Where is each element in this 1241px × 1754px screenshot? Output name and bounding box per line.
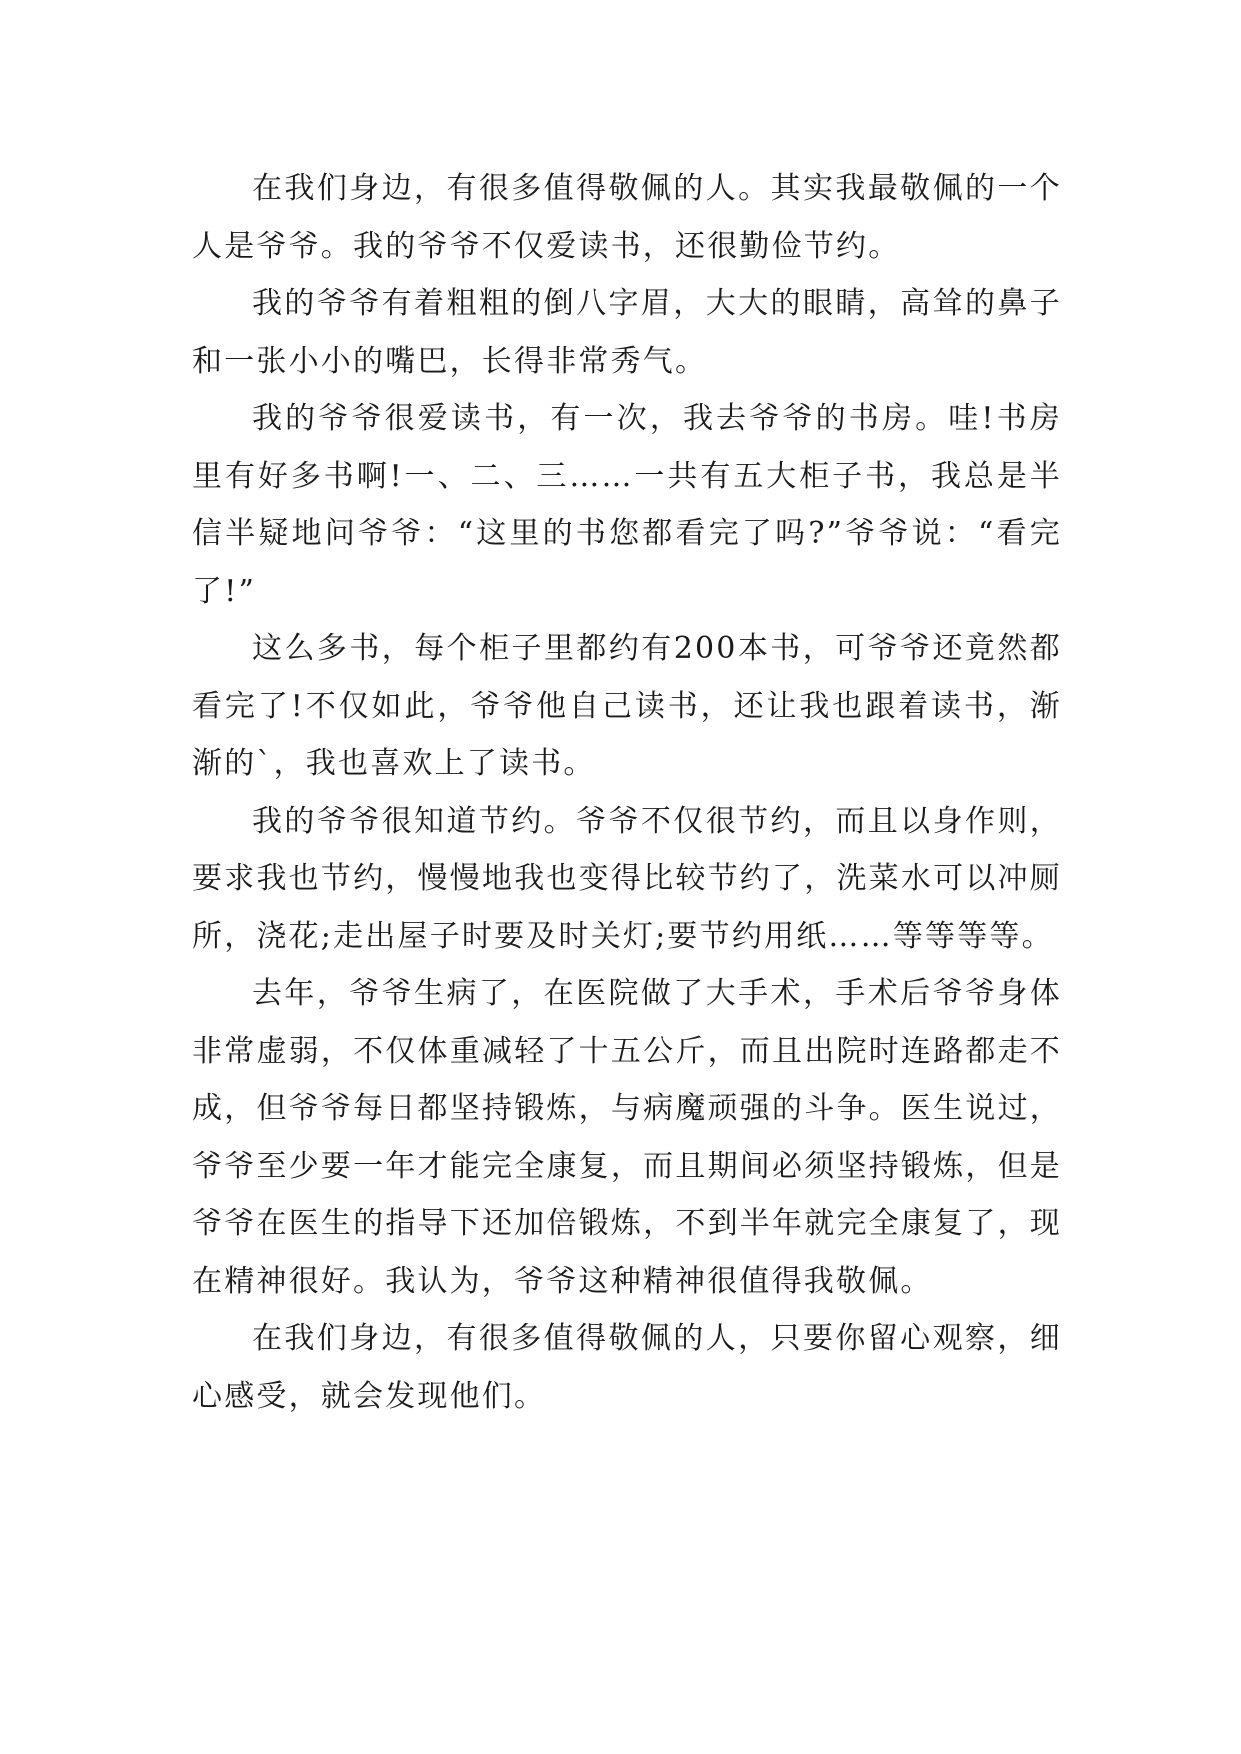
paragraph-4: 这么多书，每个柜子里都约有200本书，可爷爷还竟然都看完了!不仅如此，爷爷他自己读书，还让我也跟着读书，渐渐的`，我也喜欢上了读书。 — [192, 631, 1062, 781]
essay-body — [192, 160, 1062, 1425]
paragraph-6: 去年，爷爷生病了，在医院做了大手术，手术后爷爷身体非常虚弱，不仅体重减轻了十五公斤，而且出院时连路都走不成，但爷爷每日都坚持锻炼，与病魔顽强的斗争。医生说过，爷爷至少要一年才能完全康复，而且期间必须坚持锻炼，但是爷爷在医生的指导下还加倍锻炼，不到半年就完全康复了，现在精神很好。我认为，爷爷这种精神很值得我敬佩。 — [192, 976, 1062, 1299]
paragraph-7: 在我们身边，有很多值得敬佩的人，只要你留心观察，细心感受，就会发现他们。 — [192, 1321, 1062, 1414]
paragraph-5: 我的爷爷很知道节约。爷爷不仅很节约，而且以身作则，要求我也节约，慢慢地我也变得比较节约了，洗菜水可以冲厕所，浇花;走出屋子时要及时关灯;要节约用纸……等等等等。 — [192, 803, 1062, 954]
paragraph-1: 在我们身边，有很多值得敬佩的人。其实我最敬佩的一个人是爷爷。我的爷爷不仅爱读书，还很勤俭节约。 — [192, 171, 1062, 264]
paragraph-2: 我的爷爷有着粗粗的倒八字眉，大大的眼睛，高耸的鼻子和一张小小的嘴巴，长得非常秀气。 — [192, 286, 1062, 379]
paragraph-3: 我的爷爷很爱读书，有一次，我去爷爷的书房。哇!书房里有好多书啊!一、二、三……一共有五大柜子书，我总是半信半疑地问爷爷：“这里的书您都看完了吗?”爷爷说：“看完了!” — [192, 401, 1062, 609]
